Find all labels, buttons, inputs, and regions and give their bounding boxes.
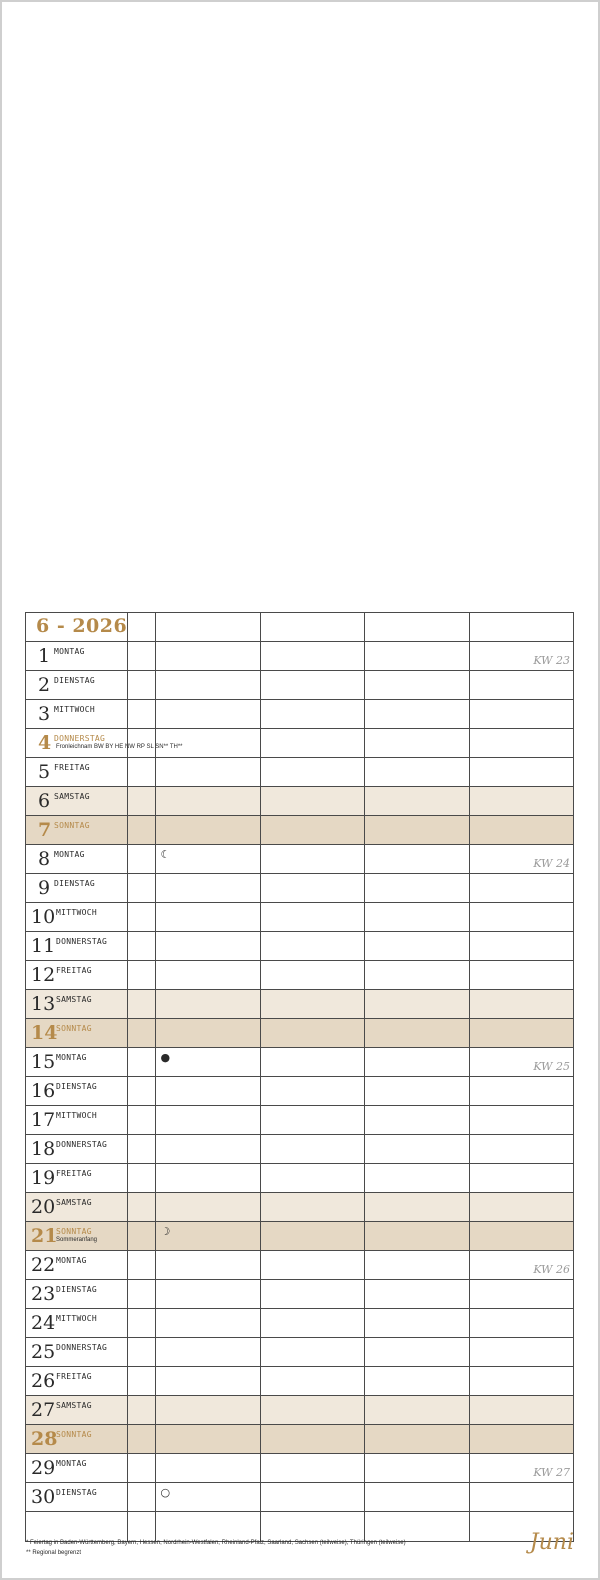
entry-cell[interactable] — [365, 787, 469, 816]
entry-cell[interactable] — [260, 1338, 364, 1367]
entry-cell[interactable] — [469, 961, 573, 990]
entry-cell[interactable] — [365, 845, 469, 874]
narrow-cell — [128, 961, 156, 990]
day-name: SAMSTAG — [54, 792, 90, 801]
day-cell — [26, 1222, 128, 1251]
entry-cell[interactable] — [365, 990, 469, 1019]
entry-cell[interactable] — [260, 874, 364, 903]
footnote-holidays: * Feiertag in Baden-Württemberg, Bayern, Hessen, Nordrhein-Westfalen, Rheinland-Pfalz, Saarland, Sachsen (teilweise), Thüringen (teilweise) — [26, 1540, 406, 1546]
day-cell — [26, 845, 128, 874]
day-cell — [26, 758, 128, 787]
day-name: MITTWOCH — [56, 1314, 97, 1323]
entry-cell[interactable] — [156, 700, 260, 729]
entry-cell[interactable] — [365, 1280, 469, 1309]
entry-cell[interactable] — [260, 1483, 364, 1512]
entry-cell[interactable] — [469, 874, 573, 903]
day-row — [26, 1454, 574, 1483]
entry-cell[interactable] — [469, 1135, 573, 1164]
narrow-cell — [128, 1280, 156, 1309]
day-name: FREITAG — [56, 1372, 92, 1381]
day-number: 2 — [38, 674, 51, 696]
day-name: DIENSTAG — [54, 879, 95, 888]
entry-cell[interactable] — [469, 1309, 573, 1338]
entry-cell[interactable] — [156, 1164, 260, 1193]
entry-cell[interactable] — [365, 758, 469, 787]
calendar-grid — [25, 612, 574, 1542]
day-row — [26, 903, 574, 932]
narrow-cell — [128, 1396, 156, 1425]
entry-cell[interactable] — [260, 1425, 364, 1454]
entry-cell[interactable] — [365, 961, 469, 990]
entry-cell[interactable] — [156, 903, 260, 932]
narrow-cell — [128, 816, 156, 845]
entry-cell[interactable] — [469, 1454, 573, 1483]
entry-cell[interactable] — [260, 816, 364, 845]
entry-cell[interactable] — [156, 1222, 260, 1251]
entry-cell[interactable] — [365, 1367, 469, 1396]
day-cell — [26, 729, 183, 758]
narrow-cell — [128, 671, 156, 700]
entry-cell[interactable] — [469, 1048, 573, 1077]
day-name: MITTWOCH — [54, 705, 95, 714]
day-row — [26, 642, 574, 671]
entry-cell[interactable] — [365, 932, 469, 961]
entry-cell[interactable] — [260, 1048, 364, 1077]
entry-cell[interactable] — [469, 1367, 573, 1396]
month-title: 6 - 2026 — [36, 615, 128, 637]
day-cell — [26, 1048, 128, 1077]
day-name: SONNTAG — [56, 1024, 92, 1033]
entry-cell[interactable] — [156, 990, 260, 1019]
day-cell — [26, 903, 128, 932]
day-number: 3 — [38, 703, 51, 725]
entry-cell[interactable] — [469, 1193, 573, 1222]
day-name: MONTAG — [56, 1256, 87, 1265]
entry-cell[interactable] — [260, 1367, 364, 1396]
day-name: FREITAG — [56, 1169, 92, 1178]
moon-phase-icon: ☽ — [160, 1225, 171, 1238]
day-cell — [26, 1396, 128, 1425]
day-row — [26, 845, 574, 874]
day-name: DIENSTAG — [56, 1488, 97, 1497]
entry-cell[interactable] — [260, 932, 364, 961]
entry-cell[interactable] — [156, 1396, 260, 1425]
day-name: DIENSTAG — [56, 1082, 97, 1091]
entry-cell[interactable] — [156, 1367, 260, 1396]
entry-cell[interactable] — [260, 787, 364, 816]
entry-cell[interactable] — [365, 1222, 469, 1251]
entry-cell[interactable] — [469, 1280, 573, 1309]
day-name: FREITAG — [54, 763, 90, 772]
entry-cell[interactable] — [156, 816, 260, 845]
day-name: DONNERSTAG — [54, 734, 106, 743]
entry-cell[interactable] — [469, 1019, 573, 1048]
entry-cell[interactable] — [260, 1164, 364, 1193]
entry-cell[interactable] — [365, 1425, 469, 1454]
day-cell — [26, 1077, 128, 1106]
entry-cell[interactable] — [469, 1222, 573, 1251]
entry-cell[interactable] — [469, 729, 573, 758]
day-number: 11 — [31, 935, 56, 957]
day-number: 6 — [38, 790, 51, 812]
week-number: KW 27 — [533, 1466, 570, 1479]
day-number: 18 — [31, 1138, 56, 1160]
day-row — [26, 1164, 574, 1193]
day-cell — [26, 932, 128, 961]
entry-cell[interactable] — [156, 1483, 260, 1512]
day-row — [26, 1135, 574, 1164]
narrow-cell — [128, 1135, 156, 1164]
narrow-cell — [128, 1193, 156, 1222]
day-cell — [26, 1425, 128, 1454]
day-cell — [26, 671, 128, 700]
entry-cell[interactable] — [365, 1193, 469, 1222]
entry-cell[interactable] — [365, 1338, 469, 1367]
day-cell — [26, 1367, 128, 1396]
week-number: KW 26 — [533, 1263, 570, 1276]
day-row — [26, 1106, 574, 1135]
day-row — [26, 1309, 574, 1338]
day-row — [26, 671, 574, 700]
entry-cell[interactable] — [260, 1019, 364, 1048]
narrow-cell — [128, 642, 156, 671]
week-number: KW 23 — [533, 654, 570, 667]
entry-cell[interactable] — [469, 700, 573, 729]
day-cell — [26, 1019, 128, 1048]
day-cell — [26, 1106, 128, 1135]
header-cell — [26, 613, 128, 642]
day-number: 9 — [38, 877, 51, 899]
entry-cell[interactable] — [469, 816, 573, 845]
day-row — [26, 1338, 574, 1367]
entry-cell[interactable] — [469, 1396, 573, 1425]
blank-cell — [365, 1512, 469, 1542]
narrow-cell — [128, 758, 156, 787]
entry-cell[interactable] — [365, 671, 469, 700]
day-row — [26, 1280, 574, 1309]
day-row — [26, 1048, 574, 1077]
narrow-cell — [128, 903, 156, 932]
entry-cell[interactable] — [365, 729, 469, 758]
day-name: FREITAG — [56, 966, 92, 975]
entry-cell[interactable] — [260, 1135, 364, 1164]
day-cell — [26, 1164, 128, 1193]
photo-area — [4, 4, 598, 604]
entry-cell[interactable] — [469, 1077, 573, 1106]
day-cell — [26, 961, 128, 990]
entry-cell[interactable] — [156, 1251, 260, 1280]
blank-row — [26, 1512, 574, 1542]
day-name: DIENSTAG — [54, 676, 95, 685]
day-number: 13 — [31, 993, 56, 1015]
blank-cell — [26, 1512, 128, 1542]
entry-cell[interactable] — [260, 1309, 364, 1338]
day-cell — [26, 1309, 128, 1338]
entry-cell[interactable] — [365, 1251, 469, 1280]
day-cell — [26, 816, 128, 845]
narrow-cell — [128, 990, 156, 1019]
header-row — [26, 613, 574, 642]
entry-cell[interactable] — [469, 932, 573, 961]
day-number: 25 — [31, 1341, 56, 1363]
entry-cell[interactable] — [260, 961, 364, 990]
entry-cell[interactable] — [260, 1193, 364, 1222]
day-number: 21 — [31, 1225, 58, 1247]
day-number: 7 — [38, 819, 52, 841]
day-name: MONTAG — [56, 1053, 87, 1062]
entry-cell[interactable] — [260, 700, 364, 729]
entry-cell[interactable] — [365, 1309, 469, 1338]
narrow-cell — [128, 874, 156, 903]
entry-cell[interactable] — [156, 1338, 260, 1367]
day-number: 15 — [31, 1051, 56, 1073]
narrow-cell — [128, 932, 156, 961]
month-signature: Juni — [529, 1530, 574, 1555]
moon-phase-icon: ☾ — [160, 848, 171, 861]
entry-cell[interactable] — [469, 990, 573, 1019]
entry-cell[interactable] — [260, 903, 364, 932]
day-number: 4 — [38, 732, 52, 754]
day-number: 23 — [31, 1283, 56, 1305]
entry-cell[interactable] — [260, 1222, 364, 1251]
day-number: 5 — [38, 761, 51, 783]
entry-cell[interactable] — [156, 642, 260, 671]
day-name: SONNTAG — [56, 1227, 92, 1236]
entry-cell[interactable] — [469, 1251, 573, 1280]
day-row — [26, 874, 574, 903]
entry-cell[interactable] — [260, 671, 364, 700]
narrow-cell — [128, 1048, 156, 1077]
day-number: 20 — [31, 1196, 56, 1218]
entry-cell[interactable] — [260, 642, 364, 671]
entry-cell[interactable] — [469, 758, 573, 787]
day-number: 17 — [31, 1109, 56, 1131]
day-name: SONNTAG — [56, 1430, 92, 1439]
week-number: KW 25 — [533, 1060, 570, 1073]
day-number: 22 — [31, 1254, 56, 1276]
entry-cell[interactable] — [156, 1019, 260, 1048]
day-name: SAMSTAG — [56, 1401, 92, 1410]
day-cell — [26, 990, 128, 1019]
blank-cell — [156, 1512, 260, 1542]
narrow-cell — [128, 700, 156, 729]
entry-cell[interactable] — [260, 990, 364, 1019]
day-row — [26, 961, 574, 990]
entry-cell[interactable] — [260, 845, 364, 874]
entry-cell[interactable] — [156, 845, 260, 874]
day-row — [26, 816, 574, 845]
entry-cell[interactable] — [365, 1077, 469, 1106]
day-name: DONNERSTAG — [56, 1140, 108, 1149]
entry-cell[interactable] — [365, 903, 469, 932]
narrow-cell — [128, 1454, 156, 1483]
blank-cell — [128, 1512, 156, 1542]
entry-cell[interactable] — [156, 1193, 260, 1222]
narrow-cell — [128, 845, 156, 874]
day-cell — [26, 1280, 128, 1309]
entry-cell[interactable] — [469, 845, 573, 874]
entry-cell[interactable] — [156, 1048, 260, 1077]
narrow-cell — [128, 1425, 156, 1454]
entry-cell[interactable] — [365, 1483, 469, 1512]
footnote-regional: ** Regional begrenzt — [26, 1550, 82, 1556]
day-name: SAMSTAG — [56, 1198, 92, 1207]
day-number: 28 — [31, 1428, 58, 1450]
entry-cell[interactable] — [156, 787, 260, 816]
day-number: 14 — [31, 1022, 58, 1044]
entry-cell[interactable] — [156, 932, 260, 961]
day-row — [26, 1367, 574, 1396]
day-number: 16 — [31, 1080, 56, 1102]
day-row — [26, 932, 574, 961]
entry-cell[interactable] — [260, 1106, 364, 1135]
entry-cell[interactable] — [469, 787, 573, 816]
entry-cell[interactable] — [156, 1280, 260, 1309]
entry-cell[interactable] — [469, 642, 573, 671]
entry-cell[interactable] — [365, 874, 469, 903]
day-row — [26, 1193, 574, 1222]
day-number: 10 — [31, 906, 56, 928]
day-row — [26, 1019, 574, 1048]
day-name: MITTWOCH — [56, 908, 97, 917]
day-number: 12 — [31, 964, 56, 986]
entry-cell[interactable] — [156, 1454, 260, 1483]
day-cell — [26, 1251, 128, 1280]
entry-cell[interactable] — [156, 1106, 260, 1135]
day-cell — [26, 1135, 128, 1164]
day-row — [26, 1483, 574, 1512]
day-cell — [26, 1483, 128, 1512]
entry-cell[interactable] — [469, 1106, 573, 1135]
day-name: DIENSTAG — [56, 1285, 97, 1294]
narrow-cell — [128, 729, 156, 758]
entry-cell[interactable] — [260, 1280, 364, 1309]
entry-cell[interactable] — [469, 903, 573, 932]
day-row — [26, 758, 574, 787]
day-row — [26, 990, 574, 1019]
day-note: Sommeranfang — [56, 1237, 98, 1243]
entry-cell[interactable] — [365, 1019, 469, 1048]
entry-cell[interactable] — [365, 1106, 469, 1135]
entry-cell[interactable] — [156, 1135, 260, 1164]
day-cell — [26, 700, 128, 729]
day-number: 30 — [31, 1486, 56, 1508]
moon-phase-icon: ○ — [160, 1486, 171, 1499]
moon-phase-icon: ● — [160, 1051, 171, 1064]
day-number: 1 — [38, 645, 51, 667]
entry-cell[interactable] — [156, 758, 260, 787]
entry-cell[interactable] — [156, 961, 260, 990]
entry-cell[interactable] — [365, 642, 469, 671]
day-cell — [26, 1193, 128, 1222]
narrow-cell — [128, 1077, 156, 1106]
entry-cell[interactable] — [469, 1338, 573, 1367]
entry-cell[interactable] — [469, 1425, 573, 1454]
day-cell — [26, 642, 128, 671]
narrow-cell — [128, 1367, 156, 1396]
day-number: 29 — [31, 1457, 56, 1479]
day-number: 27 — [31, 1399, 56, 1421]
day-row — [26, 787, 574, 816]
entry-cell[interactable] — [365, 1454, 469, 1483]
day-cell — [26, 874, 128, 903]
entry-cell[interactable] — [156, 671, 260, 700]
day-row — [26, 1425, 574, 1454]
entry-cell[interactable] — [260, 1396, 364, 1425]
entry-cell[interactable] — [365, 1048, 469, 1077]
day-row — [26, 700, 574, 729]
day-name: DONNERSTAG — [56, 1343, 108, 1352]
day-name: SAMSTAG — [56, 995, 92, 1004]
day-number: 19 — [31, 1167, 56, 1189]
entry-cell[interactable] — [260, 1077, 364, 1106]
day-row — [26, 1396, 574, 1425]
narrow-cell — [128, 1483, 156, 1512]
entry-cell[interactable] — [156, 1309, 260, 1338]
blank-cell — [260, 1512, 364, 1542]
day-cell — [26, 787, 128, 816]
day-number: 8 — [38, 848, 51, 870]
day-row — [26, 1077, 574, 1106]
entry-cell[interactable] — [260, 758, 364, 787]
entry-cell[interactable] — [469, 1164, 573, 1193]
narrow-cell — [128, 1309, 156, 1338]
narrow-cell — [128, 1251, 156, 1280]
day-row — [26, 729, 574, 758]
entry-cell[interactable] — [260, 1454, 364, 1483]
entry-cell[interactable] — [156, 874, 260, 903]
entry-cell[interactable] — [365, 700, 469, 729]
day-name: MITTWOCH — [56, 1111, 97, 1120]
entry-cell[interactable] — [469, 671, 573, 700]
entry-cell[interactable] — [365, 1135, 469, 1164]
week-number: KW 24 — [533, 857, 570, 870]
entry-cell[interactable] — [156, 1425, 260, 1454]
narrow-cell — [128, 787, 156, 816]
entry-cell[interactable] — [260, 729, 364, 758]
entry-cell[interactable] — [260, 1251, 364, 1280]
narrow-cell — [128, 1222, 156, 1251]
day-row — [26, 1251, 574, 1280]
narrow-cell — [128, 1338, 156, 1367]
day-name: MONTAG — [56, 1459, 87, 1468]
day-note: Fronleichnam BW BY HE NW RP SL SN** TH** — [56, 744, 183, 750]
entry-cell[interactable] — [365, 1396, 469, 1425]
narrow-cell — [128, 1106, 156, 1135]
day-number: 24 — [31, 1312, 56, 1334]
day-cell — [26, 1454, 128, 1483]
day-name: MONTAG — [54, 647, 85, 656]
entry-cell[interactable] — [156, 729, 260, 758]
day-name: SONNTAG — [54, 821, 90, 830]
entry-cell[interactable] — [469, 1483, 573, 1512]
day-name: MONTAG — [54, 850, 85, 859]
entry-cell[interactable] — [365, 1164, 469, 1193]
day-cell — [26, 1338, 128, 1367]
day-row — [26, 1222, 574, 1251]
day-number: 26 — [31, 1370, 56, 1392]
narrow-cell — [128, 1164, 156, 1193]
day-name: DONNERSTAG — [56, 937, 108, 946]
entry-cell[interactable] — [156, 1077, 260, 1106]
entry-cell[interactable] — [365, 816, 469, 845]
narrow-cell — [128, 1019, 156, 1048]
